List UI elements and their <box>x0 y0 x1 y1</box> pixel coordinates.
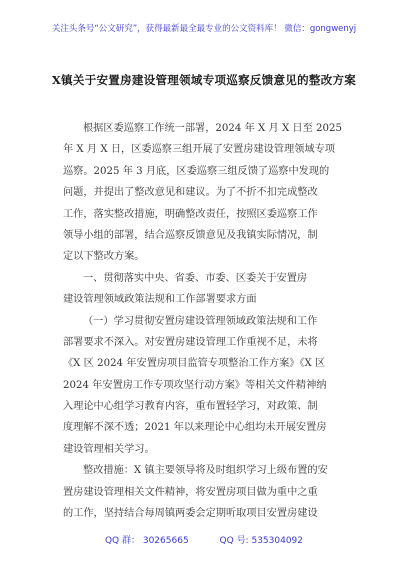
document-body <box>63 118 348 524</box>
text-line: 建设管理领域政策法规和工作部署要求方面 <box>63 294 257 306</box>
text-line: 建设管理相关学习。 <box>63 443 155 455</box>
text-line: 巡察。2025 年 3 月底，区委巡察三组反馈了巡察中发现的 <box>63 165 330 177</box>
text-line: 工作，落实整改措施，明确整改责任，按照区委巡察工作 <box>63 208 318 220</box>
header-note: 关注头条号“公文研究”，获得最新最全最专业的公文资料库！ 微信：gongwenyj <box>51 24 357 34</box>
footer-contact <box>0 533 408 546</box>
footer-qq-group: QQ 群： 30265665 <box>104 536 189 546</box>
text-line: 的工作，坚持结合每周镇两委会定期听取项目安置房建设 <box>63 508 318 520</box>
subsection-1 <box>63 311 348 461</box>
text-line: 入理论中心组学习教育内容，重布置轻学习，对政策、制 <box>63 401 318 413</box>
text-line: 《X 区 2024 年安置房项目监管专项整治工作方案》《X 区 <box>63 358 326 370</box>
text-line: 定以下整改方案。 <box>63 251 145 263</box>
text-line: 领导小组的部署，结合巡察反馈意见及我镇实际情况，制 <box>63 229 318 241</box>
footer-qq-number: QQ 号: 535304092 <box>219 536 304 546</box>
text-line: 整改措施：X 镇主要领导将及时组织学习上级布置的安 <box>83 465 328 477</box>
text-line: 根据区委巡察工作统一部署，2024 年 X 月 X 日至 2025 <box>83 123 342 134</box>
text-line: 问题，并提出了整改意见和建议。为了不折不扣完成整改 <box>63 187 318 199</box>
document-title: X镇关于安置房建设管理领域专项巡察反馈意见的整改方案 <box>51 73 357 87</box>
text-line: 年 X 月 X 日，区委巡察三组开展了安置房建设管理领域专项 <box>63 144 335 156</box>
text-line: 一、贯彻落实中央、省委、市委、区委关于安置房 <box>83 272 308 284</box>
section-heading-1 <box>63 268 348 311</box>
rectification-measures <box>63 460 348 524</box>
paragraph-intro <box>63 118 348 268</box>
text-line: 置房建设管理相关文件精神，将安置房项目做为重中之重 <box>63 486 318 498</box>
text-line: 度理解不深不透；2021 年以来理论中心组均未开展安置房 <box>63 422 327 434</box>
text-line: 部署要求不深入。对安置房建设管理工作重视不足，未将 <box>63 336 318 348</box>
text-line: （一）学习贯彻安置房建设管理领域政策法规和工作 <box>83 315 318 327</box>
text-line: 2024 年安置房工作专项攻坚行动方案》等相关文件精神纳 <box>63 379 327 391</box>
